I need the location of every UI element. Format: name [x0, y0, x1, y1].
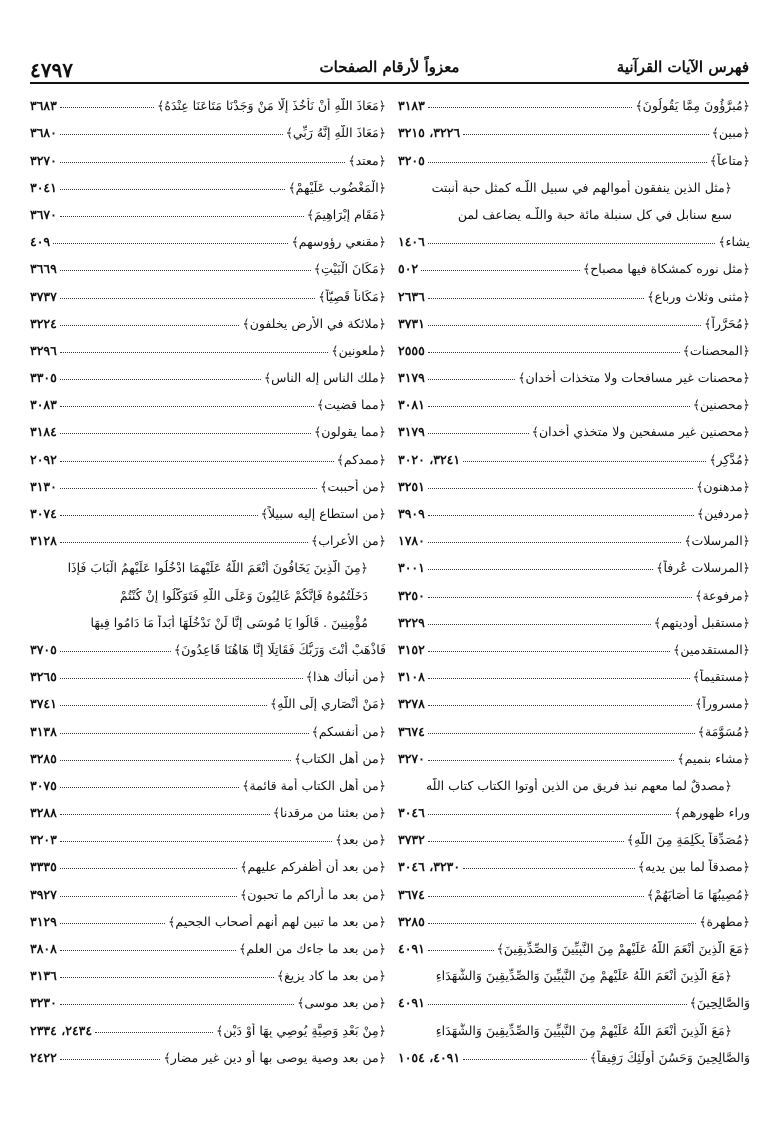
- page-reference: ٢٤٣٤، ٢٣٣٤: [30, 1022, 93, 1038]
- verse-text: ﴿مبين﴾: [711, 125, 750, 141]
- verse-text: ﴿محصنات غير مسافحات ولا متخذات أخدان﴾: [518, 370, 750, 386]
- dot-leader: [60, 733, 309, 734]
- page-reference: ٣٠٧٤: [30, 506, 57, 521]
- index-entry: [398, 195, 750, 222]
- verse-text: ﴿من بعد﴾: [335, 832, 386, 848]
- index-entry: [398, 983, 750, 1010]
- page-reference: ٣٦٧٤: [398, 723, 425, 739]
- page-reference: ٣١٠٨: [398, 669, 425, 685]
- verse-text: ﴿الْمَغْضُوبِ عَلَيْهِمْ﴾: [288, 179, 386, 195]
- verse-text: ﴿من أنبأك هذا﴾: [305, 669, 386, 685]
- dot-leader: [60, 461, 334, 462]
- index-entry: [398, 956, 750, 983]
- page-reference: ٣٠٧٥: [30, 777, 57, 793]
- page-reference: ٣٠٤١: [30, 179, 57, 195]
- page-reference: ٢٤٢٢: [30, 1049, 57, 1065]
- page-reference: ٣١٧٩: [398, 424, 425, 440]
- dot-leader: [60, 977, 274, 978]
- dot-leader: [428, 624, 651, 625]
- verse-text: ﴿مِنَ الَّذِينَ يَخَافُونَ أَنْعَمَ اللَّهُ عَلَيْهِمَا ادْخُلُوا عَلَيْهِمُ الْبَابَ فَإِذَا: [67, 560, 368, 576]
- index-entry: [398, 684, 750, 711]
- verse-text: ﴿مَعَ الَّذِينَ أَنْعَمَ اللَّهُ عَلَيْهِمْ مِنَ النَّبِيِّينَ وَالصِّدِّيقِينَ وَالشُّهَدَاءِ: [435, 1022, 732, 1038]
- dot-leader: [428, 433, 529, 434]
- index-entry: [30, 385, 386, 412]
- verse-text: ﴿مطهرة﴾: [699, 913, 750, 929]
- page-reference: ٣٢٦٥: [30, 669, 57, 685]
- page-reference: ٢٦٣٦: [398, 288, 425, 304]
- dot-leader: [60, 216, 304, 217]
- index-entry: [398, 902, 750, 929]
- verse-text: ﴿المرسلات عُرفاً﴾: [656, 560, 750, 576]
- verse-text: ﴿مُدَّكِر﴾: [709, 451, 750, 467]
- dot-leader: [60, 841, 332, 842]
- verse-text: ﴿من بعثنا من مرقدنا﴾: [272, 805, 386, 821]
- page-reference: ٣٦٨٣: [30, 98, 57, 114]
- verse-text: ﴿مثنى وثلاث ورباع﴾: [647, 288, 750, 304]
- verse-text: مُؤْمِنِينَ . قَالُوا يَا مُوسَى إِنَّا لَنْ نَدْخُلَهَا أَبَداً مَا دَامُوا فِيهَا: [90, 614, 368, 630]
- index-entry: [30, 929, 386, 956]
- dot-leader: [60, 542, 308, 543]
- header-right-title: فهرس الآيات القرآنية: [616, 58, 749, 76]
- dot-leader: [428, 298, 644, 299]
- page-reference: ١٧٨٠: [398, 533, 425, 549]
- verse-text: ﴿مسروراً﴾: [695, 696, 750, 712]
- page-reference: ٣٢٧٠: [30, 152, 57, 168]
- verse-text: ﴿مَعَ الَّذِينَ أَنْعَمَ اللَّهُ عَلَيْهِمْ مِنَ النَّبِيِّينَ وَالصِّدِّيقِينَ﴾: [496, 941, 750, 956]
- verse-text: ﴿مَعَاذَ اللَّهِ أَنْ نَأْخُذَ إِلَّا مَنْ وَجَدْنَا مَتَاعَنَا عِنْدَهُ﴾: [157, 98, 386, 114]
- verse-text: ﴿مثل الذين ينفقون أموالهم في سبيل اللّـه كمثل حبة أنبتت: [431, 179, 732, 195]
- dot-leader: [60, 950, 236, 951]
- dot-leader: [60, 515, 258, 516]
- dot-leader: [428, 515, 694, 516]
- dot-leader: [60, 1059, 161, 1060]
- page-reference: ٣١٣٠: [30, 478, 57, 494]
- dot-leader: [428, 325, 701, 326]
- dot-leader: [463, 1059, 587, 1060]
- page-reference: ٣١٣٨: [30, 723, 57, 739]
- page-reference: ٣٠٨٣: [30, 397, 57, 413]
- page-reference: ٣٧٣١: [398, 315, 425, 331]
- page-reference: ٣٢٢٦، ٣٢١٥: [398, 125, 461, 141]
- page-reference: ٤٠٩: [30, 234, 51, 250]
- index-entry: [30, 793, 386, 820]
- dot-leader: [428, 733, 695, 734]
- index-entry: [30, 575, 386, 602]
- index-entry: [398, 1010, 750, 1037]
- page-reference: ٣٢٠٣: [30, 832, 57, 848]
- dot-leader: [60, 896, 237, 897]
- page-reference: ٤٠٩١، ١٠٥٤: [398, 1049, 461, 1065]
- verse-text: وراء ظهورهم﴾: [674, 805, 750, 821]
- page-reference: ٣١٥٢: [398, 641, 425, 657]
- page-reference: ٣٢٨٨: [30, 805, 57, 821]
- dot-leader: [60, 325, 240, 326]
- index-entry: [30, 983, 386, 1010]
- verse-text: وَالصَّالِحِينَ وَحَسُنَ أُولَئِكَ رَفِيقاً﴾: [589, 1049, 750, 1065]
- verse-text: ﴿من بعد ما كاد يزيغ﴾: [276, 968, 386, 984]
- page-reference: ٣٣٣٥: [30, 859, 57, 875]
- verse-text: ﴿مقنعي رؤوسهم﴾: [291, 234, 386, 250]
- verse-text: ﴿ملائكة في الأرض يخلفون﴾: [242, 315, 386, 331]
- page-reference: ٣١٢٨: [30, 533, 57, 549]
- verse-text: ﴿مَنْ أَنْصَارِي إِلَى اللَّهِ﴾: [269, 696, 386, 712]
- dot-leader: [428, 352, 680, 353]
- index-entry: [30, 548, 386, 575]
- dot-leader: [428, 243, 716, 244]
- index-entry: [30, 1010, 386, 1037]
- verse-text: ﴿مردفين﴾: [696, 506, 750, 521]
- index-entry: [398, 385, 750, 412]
- dot-leader: [60, 814, 270, 815]
- verse-text: ﴿مرفوعة﴾: [695, 587, 750, 603]
- index-entry: [398, 766, 750, 793]
- verse-text: يشاء﴾: [718, 234, 750, 250]
- page-reference: ٥٠٢: [398, 261, 419, 277]
- dot-leader: [428, 1004, 687, 1005]
- verse-text: ﴿مما قضيت﴾: [316, 397, 386, 413]
- index-entry: [30, 1038, 386, 1065]
- index-entry: [398, 304, 750, 331]
- dot-leader: [60, 923, 165, 924]
- verse-text: ﴿مَعَ الَّذِينَ أَنْعَمَ اللَّهُ عَلَيْهِمْ مِنَ النَّبِيِّينَ وَالصِّدِّيقِينَ وَالشُّهَدَاءِ: [435, 968, 732, 984]
- dot-leader: [60, 270, 311, 271]
- page-reference: ٤٠٩١: [398, 995, 425, 1011]
- page-reference: ٣٢٠٥: [398, 152, 425, 168]
- index-entry: [398, 249, 750, 276]
- dot-leader: [60, 189, 285, 190]
- dot-leader: [463, 134, 708, 135]
- page-reference: ٣٨٠٨: [30, 941, 57, 956]
- dot-leader: [60, 705, 267, 706]
- page-reference: ٣٠٨١: [398, 397, 425, 413]
- page-reference: ٣٢٥٠: [398, 587, 425, 603]
- verse-text: ﴿مُصَدِّقاً بِكَلِمَةٍ مِنَ اللَّهِ﴾: [626, 832, 750, 848]
- index-entry: [30, 657, 386, 684]
- dot-leader: [53, 243, 288, 244]
- index-entry: [398, 439, 750, 466]
- verse-text: ﴿محصنين﴾: [692, 397, 750, 413]
- index-entry: [398, 739, 750, 766]
- index-entry: [30, 521, 386, 548]
- page-reference: ٣٢٩٦: [30, 342, 57, 358]
- page-reference: ٣١٨٣: [398, 98, 425, 114]
- dot-leader: [428, 542, 681, 543]
- dot-leader: [428, 569, 653, 570]
- index-entry: [398, 793, 750, 820]
- index-entry: [398, 521, 750, 548]
- verse-text: ﴿مَكَاناً قَصِيّاً﴾: [318, 288, 386, 304]
- page-reference: ٣٧٤١: [30, 696, 57, 712]
- dot-leader: [60, 379, 261, 380]
- index-entry: [30, 113, 386, 140]
- verse-text: ﴿متاعاً﴾: [709, 152, 750, 168]
- page-reference: ٣٢٨٥: [398, 913, 425, 929]
- verse-text: ﴿مشاء بنميم﴾: [677, 750, 750, 766]
- index-entry: [398, 467, 750, 494]
- page-reference: ٣١٢٩: [30, 913, 57, 929]
- index-entry: [30, 494, 386, 521]
- dot-leader: [60, 134, 283, 135]
- index-entry: [398, 412, 750, 439]
- dot-leader: [428, 923, 696, 924]
- dot-leader: [428, 488, 693, 489]
- index-entry: [398, 86, 750, 113]
- index-entry: [30, 222, 386, 249]
- page-reference: ٤٠٩١: [398, 941, 425, 956]
- index-entry: [30, 195, 386, 222]
- verse-text: ﴿من بعد ما أراكم ما تحبون﴾: [239, 886, 386, 902]
- index-entry: [398, 494, 750, 521]
- index-entry: [398, 358, 750, 385]
- verse-text: وَالصَّالِحِينَ﴾: [689, 995, 750, 1011]
- page-reference: ٣٦٨٠: [30, 125, 57, 141]
- verse-text: دَخَلْتُمُوهُ فَإِنَّكُمْ غَالِبُونَ وَعَلَى اللَّهِ فَتَوَكَّلُوا إِنْ كُنْتُمْ: [119, 587, 368, 603]
- right-index-column: [398, 86, 750, 1065]
- index-entry: [398, 603, 750, 630]
- page-reference: ٣٢٢٤: [30, 315, 57, 331]
- index-entry: [30, 874, 386, 901]
- index-entry: [30, 304, 386, 331]
- page-reference: ٣٠٠١: [398, 560, 425, 576]
- verse-text: فَاذْهَبْ أَنْتَ وَرَبُّكَ فَقَاتِلَا إِنَّا هَاهُنَا قَاعِدُونَ﴾: [173, 641, 386, 657]
- verse-text: ﴿مدهنون﴾: [696, 478, 750, 494]
- page-reference: ٣٧٣٧: [30, 288, 57, 304]
- dot-leader: [95, 1032, 213, 1033]
- page-reference: ٣٢٨٥: [30, 750, 57, 766]
- index-entry: [398, 548, 750, 575]
- dot-leader: [428, 597, 692, 598]
- verse-text: ﴿المحصنات﴾: [682, 342, 750, 358]
- index-entry: [398, 847, 750, 874]
- dot-leader: [428, 950, 494, 951]
- verse-text: ﴿من استطاع إليه سبيلاً﴾: [260, 506, 386, 521]
- page-reference: ٣٦٧٤: [398, 886, 425, 902]
- dot-leader: [60, 760, 291, 761]
- verse-text: ﴿مستقبل أوديتهم﴾: [653, 614, 750, 630]
- index-entry: [30, 684, 386, 711]
- verse-text: ﴿مما يقولون﴾: [313, 424, 386, 440]
- index-entry: [30, 249, 386, 276]
- verse-text: ﴿مَكَانَ الْبَيْتِ﴾: [313, 261, 386, 277]
- index-entry: [30, 168, 386, 195]
- verse-text: ﴿من أحببت﴾: [320, 478, 386, 494]
- dot-leader: [428, 651, 670, 652]
- verse-text: ﴿المستقدمين﴾: [673, 641, 750, 657]
- dot-leader: [428, 841, 624, 842]
- verse-text: ﴿محصنين غير مسفحين ولا متخذي أخدان﴾: [531, 424, 750, 440]
- index-entry: [398, 711, 750, 738]
- dot-leader: [60, 1004, 294, 1005]
- index-entry: [398, 113, 750, 140]
- dot-leader: [428, 760, 674, 761]
- page-reference: ٣٢٢٩: [398, 614, 425, 630]
- page-reference: ١٤٠٦: [398, 234, 425, 250]
- verse-text: ﴿مَقَامِ إِبْرَاهِيمَ﴾: [306, 206, 386, 222]
- index-entry: [398, 630, 750, 657]
- page-reference: ٣١٧٩: [398, 370, 425, 386]
- verse-text: ﴿ملك الناس إله الناس﴾: [263, 370, 386, 386]
- verse-text: ﴿المرسلات﴾: [684, 533, 750, 549]
- dot-leader: [60, 868, 237, 869]
- index-entry: [30, 711, 386, 738]
- index-entry: [398, 1038, 750, 1065]
- dot-leader: [60, 107, 154, 108]
- dot-leader: [428, 678, 690, 679]
- verse-text: ﴿مُحَرَّراً﴾: [704, 315, 750, 331]
- verse-text: سبع سنابل في كل سنبلة مائة حبة واللّـه يضاعف لمن: [457, 206, 732, 222]
- header-center-title: معزواً لأرقام الصفحات: [319, 58, 460, 76]
- dot-leader: [60, 787, 239, 788]
- verse-text: ﴿من بعد وصية يوصى بها أو دين غير مضار﴾: [163, 1049, 386, 1065]
- page-reference: ٣٣٠٥: [30, 370, 57, 386]
- page-reference: ٣٦٧٠: [30, 206, 57, 222]
- dot-leader: [428, 896, 644, 897]
- index-entry: [30, 820, 386, 847]
- index-entry: [398, 657, 750, 684]
- index-entry: [398, 929, 750, 956]
- index-entry: [30, 412, 386, 439]
- verse-text: ﴿مِنْ بَعْدِ وَصِيَّةٍ يُوصِي بِهَا أَوْ دَيْنٍ﴾: [216, 1022, 386, 1038]
- index-entry: [30, 86, 386, 113]
- index-entry: [30, 140, 386, 167]
- dot-leader: [428, 406, 690, 407]
- dot-leader: [463, 461, 706, 462]
- verse-text: ﴿من الأعراب﴾: [310, 533, 386, 549]
- dot-leader: [60, 162, 345, 163]
- verse-text: ﴿مصدقٌ لما معهم نبذ فريق من الذين أوتوا الكتاب كتاب اللّه: [425, 777, 732, 793]
- dot-leader: [60, 352, 328, 353]
- verse-text: ﴿مصدقاً لما بين يديه﴾: [637, 859, 750, 875]
- dot-leader: [428, 107, 632, 108]
- page-reference: ٣٢٣٠، ٣٠٤٦: [398, 859, 461, 875]
- index-entry: [398, 140, 750, 167]
- verse-text: ﴿مستقيماً﴾: [692, 669, 750, 685]
- page-reference: ٣١٨٤: [30, 424, 57, 440]
- index-entry: [30, 603, 386, 630]
- verse-text: ﴿مثل نوره كمشكاة فيها مصباح﴾: [582, 261, 750, 277]
- index-entry: [30, 739, 386, 766]
- verse-text: ﴿من أهل الكتاب أمة قائمة﴾: [242, 777, 386, 793]
- page-reference: ٣٢٧٨: [398, 696, 425, 712]
- page-reference: ٣٢٤١، ٣٠٢٠: [398, 451, 461, 467]
- verse-text: ﴿من أهل الكتاب﴾: [294, 750, 386, 766]
- verse-text: ﴿مُسَوَّمَة﴾: [697, 723, 750, 739]
- dot-leader: [428, 705, 692, 706]
- index-entry: [398, 820, 750, 847]
- page-reference: ٣٩٢٧: [30, 886, 57, 902]
- dot-leader: [428, 162, 707, 163]
- verse-text: ﴿ممدكم﴾: [336, 451, 386, 467]
- verse-text: ﴿من بعد ما تبين لهم أنهم أصحاب الجحيم﴾: [168, 913, 386, 929]
- index-entry: [30, 630, 386, 657]
- index-entry: [30, 847, 386, 874]
- dot-leader: [428, 814, 671, 815]
- page-reference: ٢٥٥٥: [398, 342, 425, 358]
- verse-text: ﴿من بعد أن أظفركم عليهم﴾: [240, 859, 386, 875]
- dot-leader: [421, 270, 580, 271]
- index-entry: [30, 331, 386, 358]
- index-entry: [30, 358, 386, 385]
- page-reference: ٣٠٤٦: [398, 805, 425, 821]
- dot-leader: [60, 433, 311, 434]
- left-index-column: [30, 86, 386, 1065]
- page-header: [30, 56, 749, 84]
- dot-leader: [428, 379, 515, 380]
- verse-text: ﴿ملعونين﴾: [331, 342, 386, 358]
- page-reference: ٣٢٥١: [398, 478, 425, 494]
- index-entry: [30, 766, 386, 793]
- page-reference: ٣٢٣٠: [30, 995, 57, 1011]
- page-reference: ٢٠٩٢: [30, 451, 57, 467]
- dot-leader: [60, 298, 315, 299]
- dot-leader: [463, 868, 635, 869]
- page-reference: ٣٢٧٠: [398, 750, 425, 766]
- dot-leader: [60, 406, 314, 407]
- page-reference: ٣٦٦٩: [30, 261, 57, 277]
- index-entry: [398, 168, 750, 195]
- verse-text: ﴿معتد﴾: [348, 152, 386, 168]
- index-entry: [398, 331, 750, 358]
- verse-text: ﴿مُبرَّؤُونَ مِمَّا يَقُولُونَ﴾: [635, 98, 750, 114]
- dot-leader: [60, 651, 171, 652]
- page-reference: ٣١٣٦: [30, 968, 57, 984]
- dot-leader: [60, 678, 303, 679]
- index-entry: [30, 902, 386, 929]
- verse-text: ﴿من أنفسكم﴾: [311, 723, 386, 739]
- index-entry: [30, 956, 386, 983]
- index-entry: [30, 467, 386, 494]
- index-entry: [398, 575, 750, 602]
- verse-text: ﴿من بعد موسى﴾: [297, 995, 386, 1011]
- index-entry: [30, 276, 386, 303]
- verse-text: ﴿مُصِيبُهَا مَا أَصَابَهُمْ﴾: [646, 886, 750, 902]
- verse-text: ﴿مَعَاذَ اللَّهِ إِنَّهُ رَبِّي﴾: [285, 125, 386, 141]
- page-number: ٤٧٩٧: [30, 58, 73, 82]
- page-reference: ٣٧٣٢: [398, 832, 425, 848]
- index-entry: [398, 276, 750, 303]
- dot-leader: [60, 488, 317, 489]
- index-entry: [398, 874, 750, 901]
- verse-text: ﴿من بعد ما جاءك من العلم﴾: [239, 941, 386, 956]
- index-entry: [398, 222, 750, 249]
- index-entry: [30, 439, 386, 466]
- page-reference: ٣٧٠٥: [30, 641, 57, 657]
- page-reference: ٣٩٠٩: [398, 506, 425, 521]
